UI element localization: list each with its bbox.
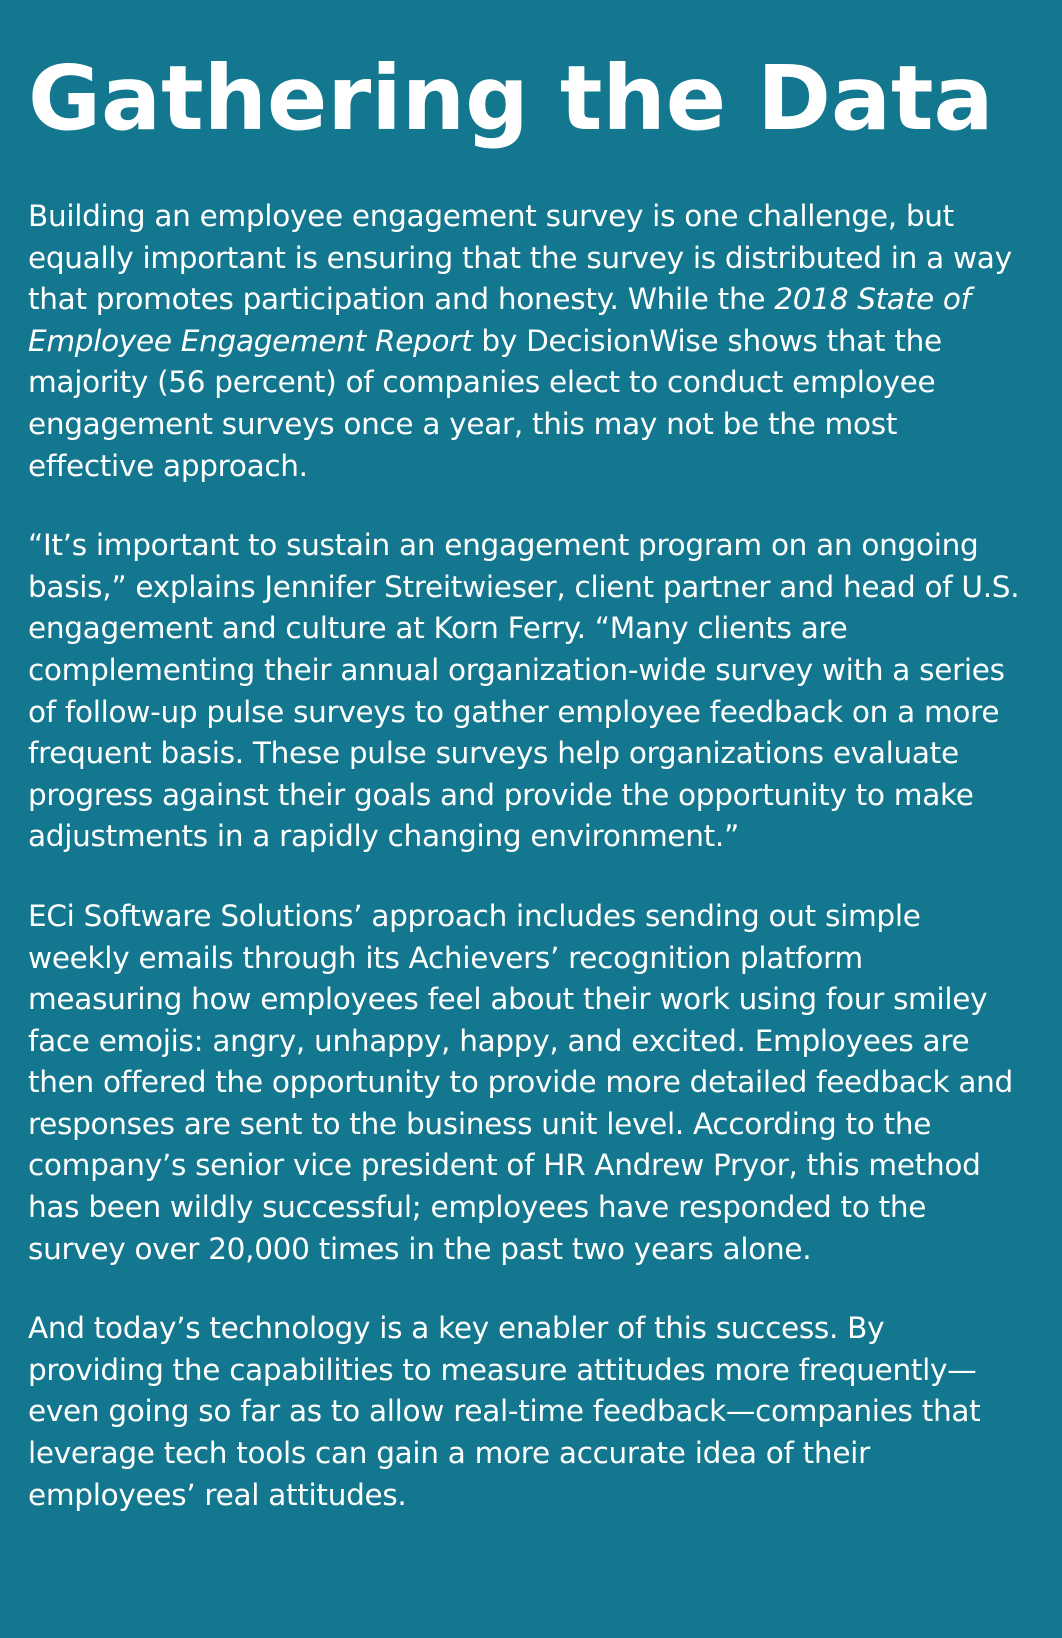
paragraph-intro-start: Building an employee engagement survey is one challenge, but equally important is ensuring that the survey is distributed in a way that promotes participation and honesty. While the (28, 199, 1012, 317)
paragraph-quote: “It’s important to sustain an engagement program on an ongoing basis,” explains Jennifer Streitwieser, client partner and head of U.S. engagement and culture at Korn Ferry. “Many clients are complementing their annual organization-wide survey with a series of follow-up pulse surveys to gather employee feedback on a more frequent basis. These pulse surveys help organizations evaluate progress against their goals and provide the opportunity to make adjustments in a rapidly changing environment.” (28, 528, 1020, 854)
paragraph-eci: ECi Software Solutions’ approach includes sending out simple weekly emails through its Achievers’ recognition platform measuring how employees feel about their work using four smiley face emojis: angry, unhappy, happy, and excited. Employees are then offered the opportunity to provide more detailed feedback and responses are sent to the business unit level. According to the company’s senior vice president of HR Andrew Pryor, this method has been wildly successful; employees have responded to the survey over 20,000 times in the past two years alone. (28, 898, 1013, 1266)
report-title: 2018 State of Employee Engagement Report (28, 282, 971, 358)
paragraph-technology: And today’s technology is a key enabler of this success. By providing the capabilities to measure attitudes more frequently—even going so far as to allow real-time feedback—companies that leverage tech tools can gain a more accurate idea of their employees’ real attitudes. (28, 1311, 981, 1512)
paragraph-intro-end: by DecisionWise shows that the majority (56 percent) of companies elect to conduct employee engagement surveys once a year, this may not be the most effective approach. (28, 323, 942, 483)
article-title: Gathering the Data (28, 46, 994, 150)
paragraph-intro (28, 196, 1022, 487)
